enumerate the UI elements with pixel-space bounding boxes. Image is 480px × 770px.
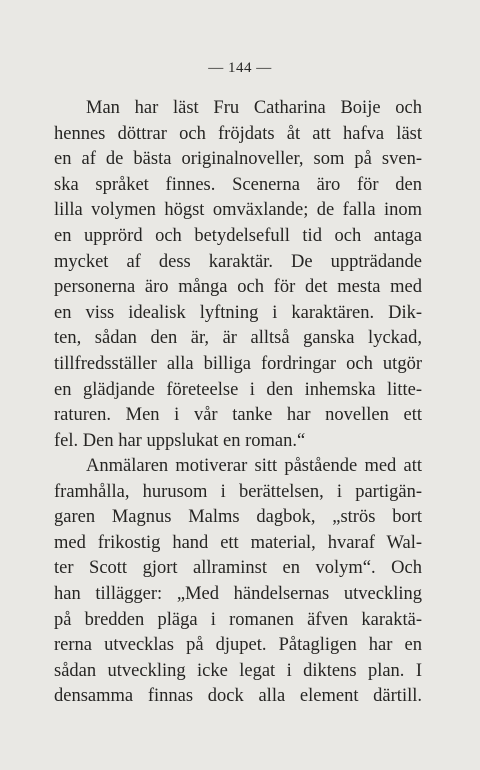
text-line: en viss idealisk lyftning i karaktären. Dik- bbox=[54, 302, 422, 323]
text-line: lilla volymen högst omväxlande; de falla inom bbox=[54, 200, 422, 221]
text-line: garen Magnus Malms dagbok, „strös bort bbox=[54, 507, 422, 528]
text-line: framhålla, hurusom i berättelsen, i partigän- bbox=[54, 481, 422, 502]
text-line: rerna utvecklas på djupet. Påtagligen har en bbox=[54, 635, 422, 656]
text-line: sådan utveckling icke legat i diktens plan. I bbox=[54, 660, 422, 681]
paragraph-2 bbox=[54, 454, 422, 710]
text-line: ska språket finnes. Scenerna äro för den bbox=[54, 174, 422, 195]
text-line: hennes döttrar och fröjdats åt att hafva läst bbox=[54, 123, 422, 144]
text-line: en af de bästa originalnoveller, som på sven- bbox=[54, 149, 422, 170]
text-line: tillfredsställer alla billiga fordringar och utgör bbox=[54, 353, 422, 374]
text-line: en upprörd och betydelsefull tid och antaga bbox=[54, 225, 422, 246]
text-line: på bredden pläga i romanen äfven karaktä- bbox=[54, 609, 422, 630]
text-line: personerna äro många och för det mesta med bbox=[54, 277, 422, 298]
paragraph-1 bbox=[54, 96, 422, 454]
text-line: ten, sådan den är, är alltså ganska lyckad, bbox=[54, 328, 422, 349]
text-line: med frikostig hand ett material, hvaraf Wal- bbox=[54, 532, 422, 553]
text-line: fel. Den har uppslukat en roman.“ bbox=[54, 430, 306, 451]
text-line: raturen. Men i vår tanke har novellen ett bbox=[54, 405, 422, 426]
page-number: — 144 — bbox=[208, 60, 272, 76]
text-line: mycket af dess karaktär. De uppträdande bbox=[54, 251, 422, 272]
text-line: han tillägger: „Med händelsernas utveckling bbox=[54, 583, 422, 604]
text-line: ter Scott gjort allraminst en volym“. Och bbox=[54, 558, 422, 579]
text-line: densamma finnas dock alla element därtill. bbox=[54, 686, 422, 707]
text-line: Man har läst Fru Catharina Boije och bbox=[86, 98, 422, 118]
text-line: Anmälaren motiverar sitt påstående med att bbox=[86, 456, 422, 476]
text-line: en glädjande företeelse i den inhemska litte- bbox=[54, 379, 422, 400]
